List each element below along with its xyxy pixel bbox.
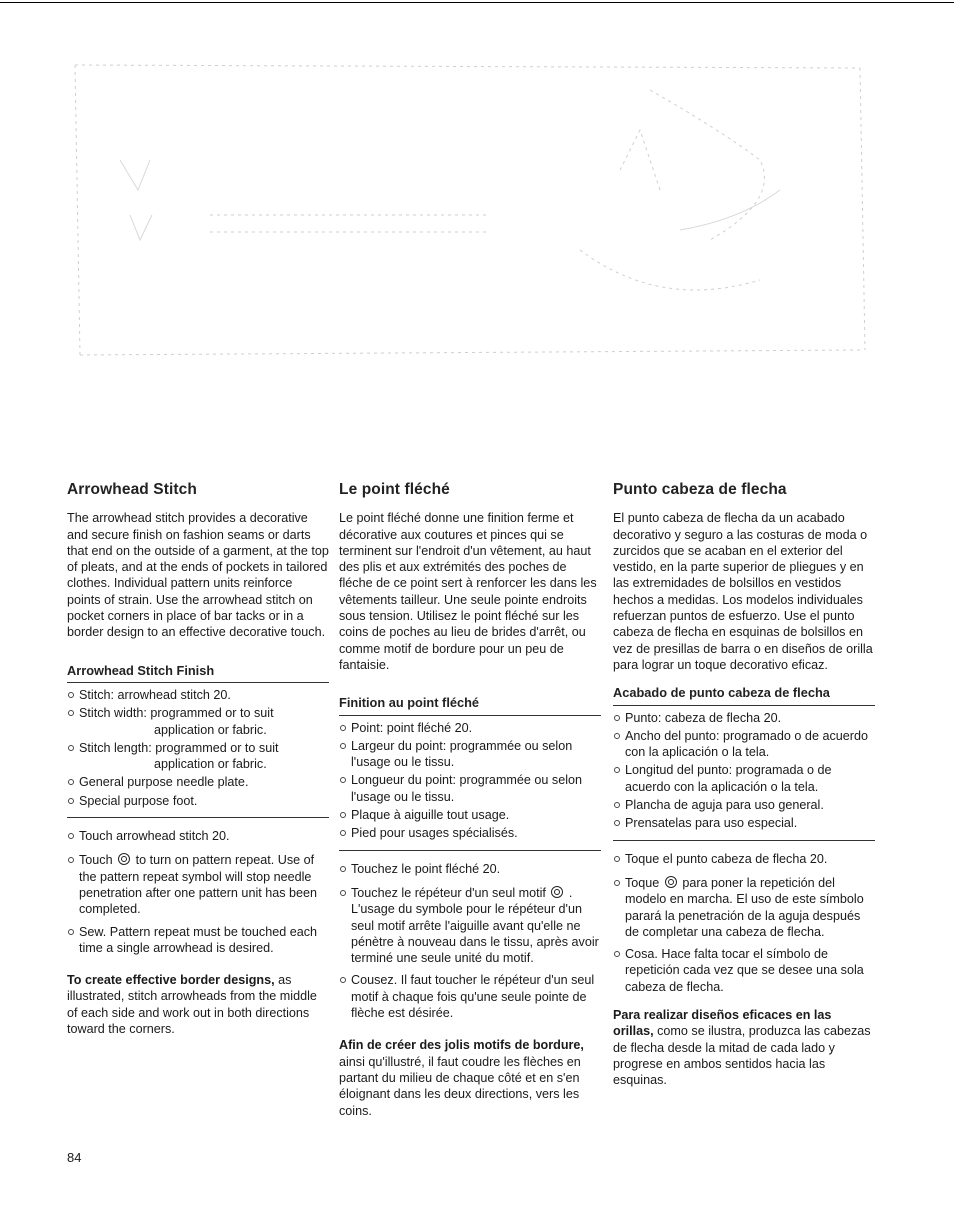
spec-item: Prensatelas para uso especial. (613, 815, 875, 831)
closing-paragraph: To create effective border designs, as illustrated, stitch arrowheads from the middle of each side and work out in both directions toward the corners. (67, 973, 317, 1037)
closing-paragraph: Para realizar diseños eficaces en las orillas, como se ilustra, produzca las cabezas de flecha desde la mitad de cada lado y progrese en ambos sentidos hacia las esquinas. (613, 1008, 871, 1088)
column-spanish (613, 482, 875, 1089)
step-item: Touch to turn on pattern repeat. Use of the pattern repeat symbol will stop needle penetration after one pattern unit has been completed. (67, 852, 329, 917)
divider (67, 682, 329, 683)
section-title: Le point fléché (339, 481, 450, 498)
divider (613, 840, 875, 841)
divider (613, 705, 875, 706)
divider (339, 715, 601, 716)
spec-list (67, 687, 329, 809)
subsection-title: Arrowhead Stitch Finish (67, 662, 215, 678)
step-item: Touchez le répéteur d'un seul motif . L'usage du symbole pour le répéteur d'un seul motif arrête l'aiguille avant qu'elle ne pénètre à nouveau dans le tissu, après avoir terminé une seule unité du motif. (339, 885, 601, 966)
spec-item: Largeur du point: programmée ou selon l'usage ou le tissu. (339, 738, 601, 771)
step-item: Toque para poner la repetición del modelo en marcha. El uso de este símbolo parará la penetración de la aguja después de completar una cabeza de flecha. (613, 875, 875, 940)
spec-item: Pied pour usages spécialisés. (339, 825, 601, 841)
steps-list (339, 861, 601, 1022)
spec-item: Plancha de aguja para uso general. (613, 797, 875, 813)
spec-list (339, 720, 601, 842)
intro-paragraph: Le point fléché donne une finition ferme et décorative aux coutures et pinces qui se terminent sur l'endroit d'un vêtement, au haut des plis et aux extrémités des poches de fléche de ce point sert à renforcer les dans les vêtements tailleur. Une seule pointe endroits sous tension. Utilisez le point fléché sur les coins de poches au lieu de brides d'arrêt, ou comme motif de bordure pour un peu de fantaisie. (339, 511, 597, 672)
closing-paragraph: Afin de créer des jolis motifs de bordure, ainsi qu'illustré, il faut coudre les flèches en partant du milieu de chaque côté et en s'en éloignant dans les deux directions, vers les coins. (339, 1038, 584, 1118)
column-french (339, 482, 601, 1119)
pattern-repeat-icon (551, 886, 563, 898)
divider (67, 817, 329, 818)
step-item: Sew. Pattern repeat must be touched each time a single arrowhead is desired. (67, 924, 329, 957)
divider (339, 850, 601, 851)
subsection-title: Finition au point fléché (339, 695, 480, 711)
pattern-repeat-icon (665, 876, 677, 888)
spec-item: General purpose needle plate. (67, 774, 329, 790)
intro-paragraph: The arrowhead stitch provides a decorative and secure finish on fashion seams or darts that end on the outside of a garment, at the top of pleats, and at the ends of pockets in tailored clothes. Individual pattern units reinforce points of strain. Use the arrowhead stitch on pocket corners in place of bar tacks or in a border design to an effective decorative touch. (67, 511, 329, 640)
step-item: Toque el punto cabeza de flecha 20. (613, 851, 875, 867)
garment-illustration (60, 50, 870, 380)
intro-paragraph: El punto cabeza de flecha da un acabado decorativo y seguro a las costuras de moda o zurcidos que se acaban en el exterior del vestido, en la parte superior de pliegues y en las extremidades de bolsillos en vestidos hechos a medidas. Los modelos individuales refuerzan puntos de esfuerzo. Use el punto cabeza de flecha en esquinas de bolsillos en vez de presillas de barra o en diseños de orilla para lograr un toque decorativo eficaz. (613, 511, 873, 672)
step-item: Cosa. Hace falta tocar el símbolo de repetición cada vez que se desee una sola cabeza de flecha. (613, 946, 875, 995)
step-item: Touchez le point fléché 20. (339, 861, 601, 877)
spec-item: Ancho del punto: programado o de acuerdo con la aplicación o la tela. (613, 728, 875, 761)
spec-item: Punto: cabeza de flecha 20. (613, 710, 875, 726)
spec-item: Longueur du point: programmée ou selon l'usage ou le tissu. (339, 772, 601, 805)
spec-item: Plaque à aiguille tout usage. (339, 807, 601, 823)
steps-list (613, 851, 875, 995)
spec-list (613, 710, 875, 832)
spec-item: Special purpose foot. (67, 793, 329, 809)
section-title: Arrowhead Stitch (67, 481, 197, 498)
top-rule (0, 2, 954, 3)
spec-item: Stitch: arrowhead stitch 20. (67, 687, 329, 703)
column-english (67, 482, 329, 1037)
pattern-repeat-icon (118, 853, 130, 865)
step-item: Cousez. Il faut toucher le répéteur d'un seul motif à chaque fois qu'une seule pointe de flèche est désirée. (339, 972, 601, 1021)
step-item: Touch arrowhead stitch 20. (67, 828, 329, 844)
spec-item: Stitch length: programmed or to suit application or fabric. (67, 740, 329, 773)
spec-item: Stitch width: programmed or to suit application or fabric. (67, 705, 329, 738)
steps-list (67, 828, 329, 956)
subsection-title: Acabado de punto cabeza de flecha (613, 685, 830, 701)
page-number: 84 (67, 1150, 82, 1165)
spec-item: Point: point fléché 20. (339, 720, 601, 736)
spec-item: Longitud del punto: programada o de acuerdo con la aplicación o la tela. (613, 762, 875, 795)
section-title: Punto cabeza de flecha (613, 481, 787, 498)
